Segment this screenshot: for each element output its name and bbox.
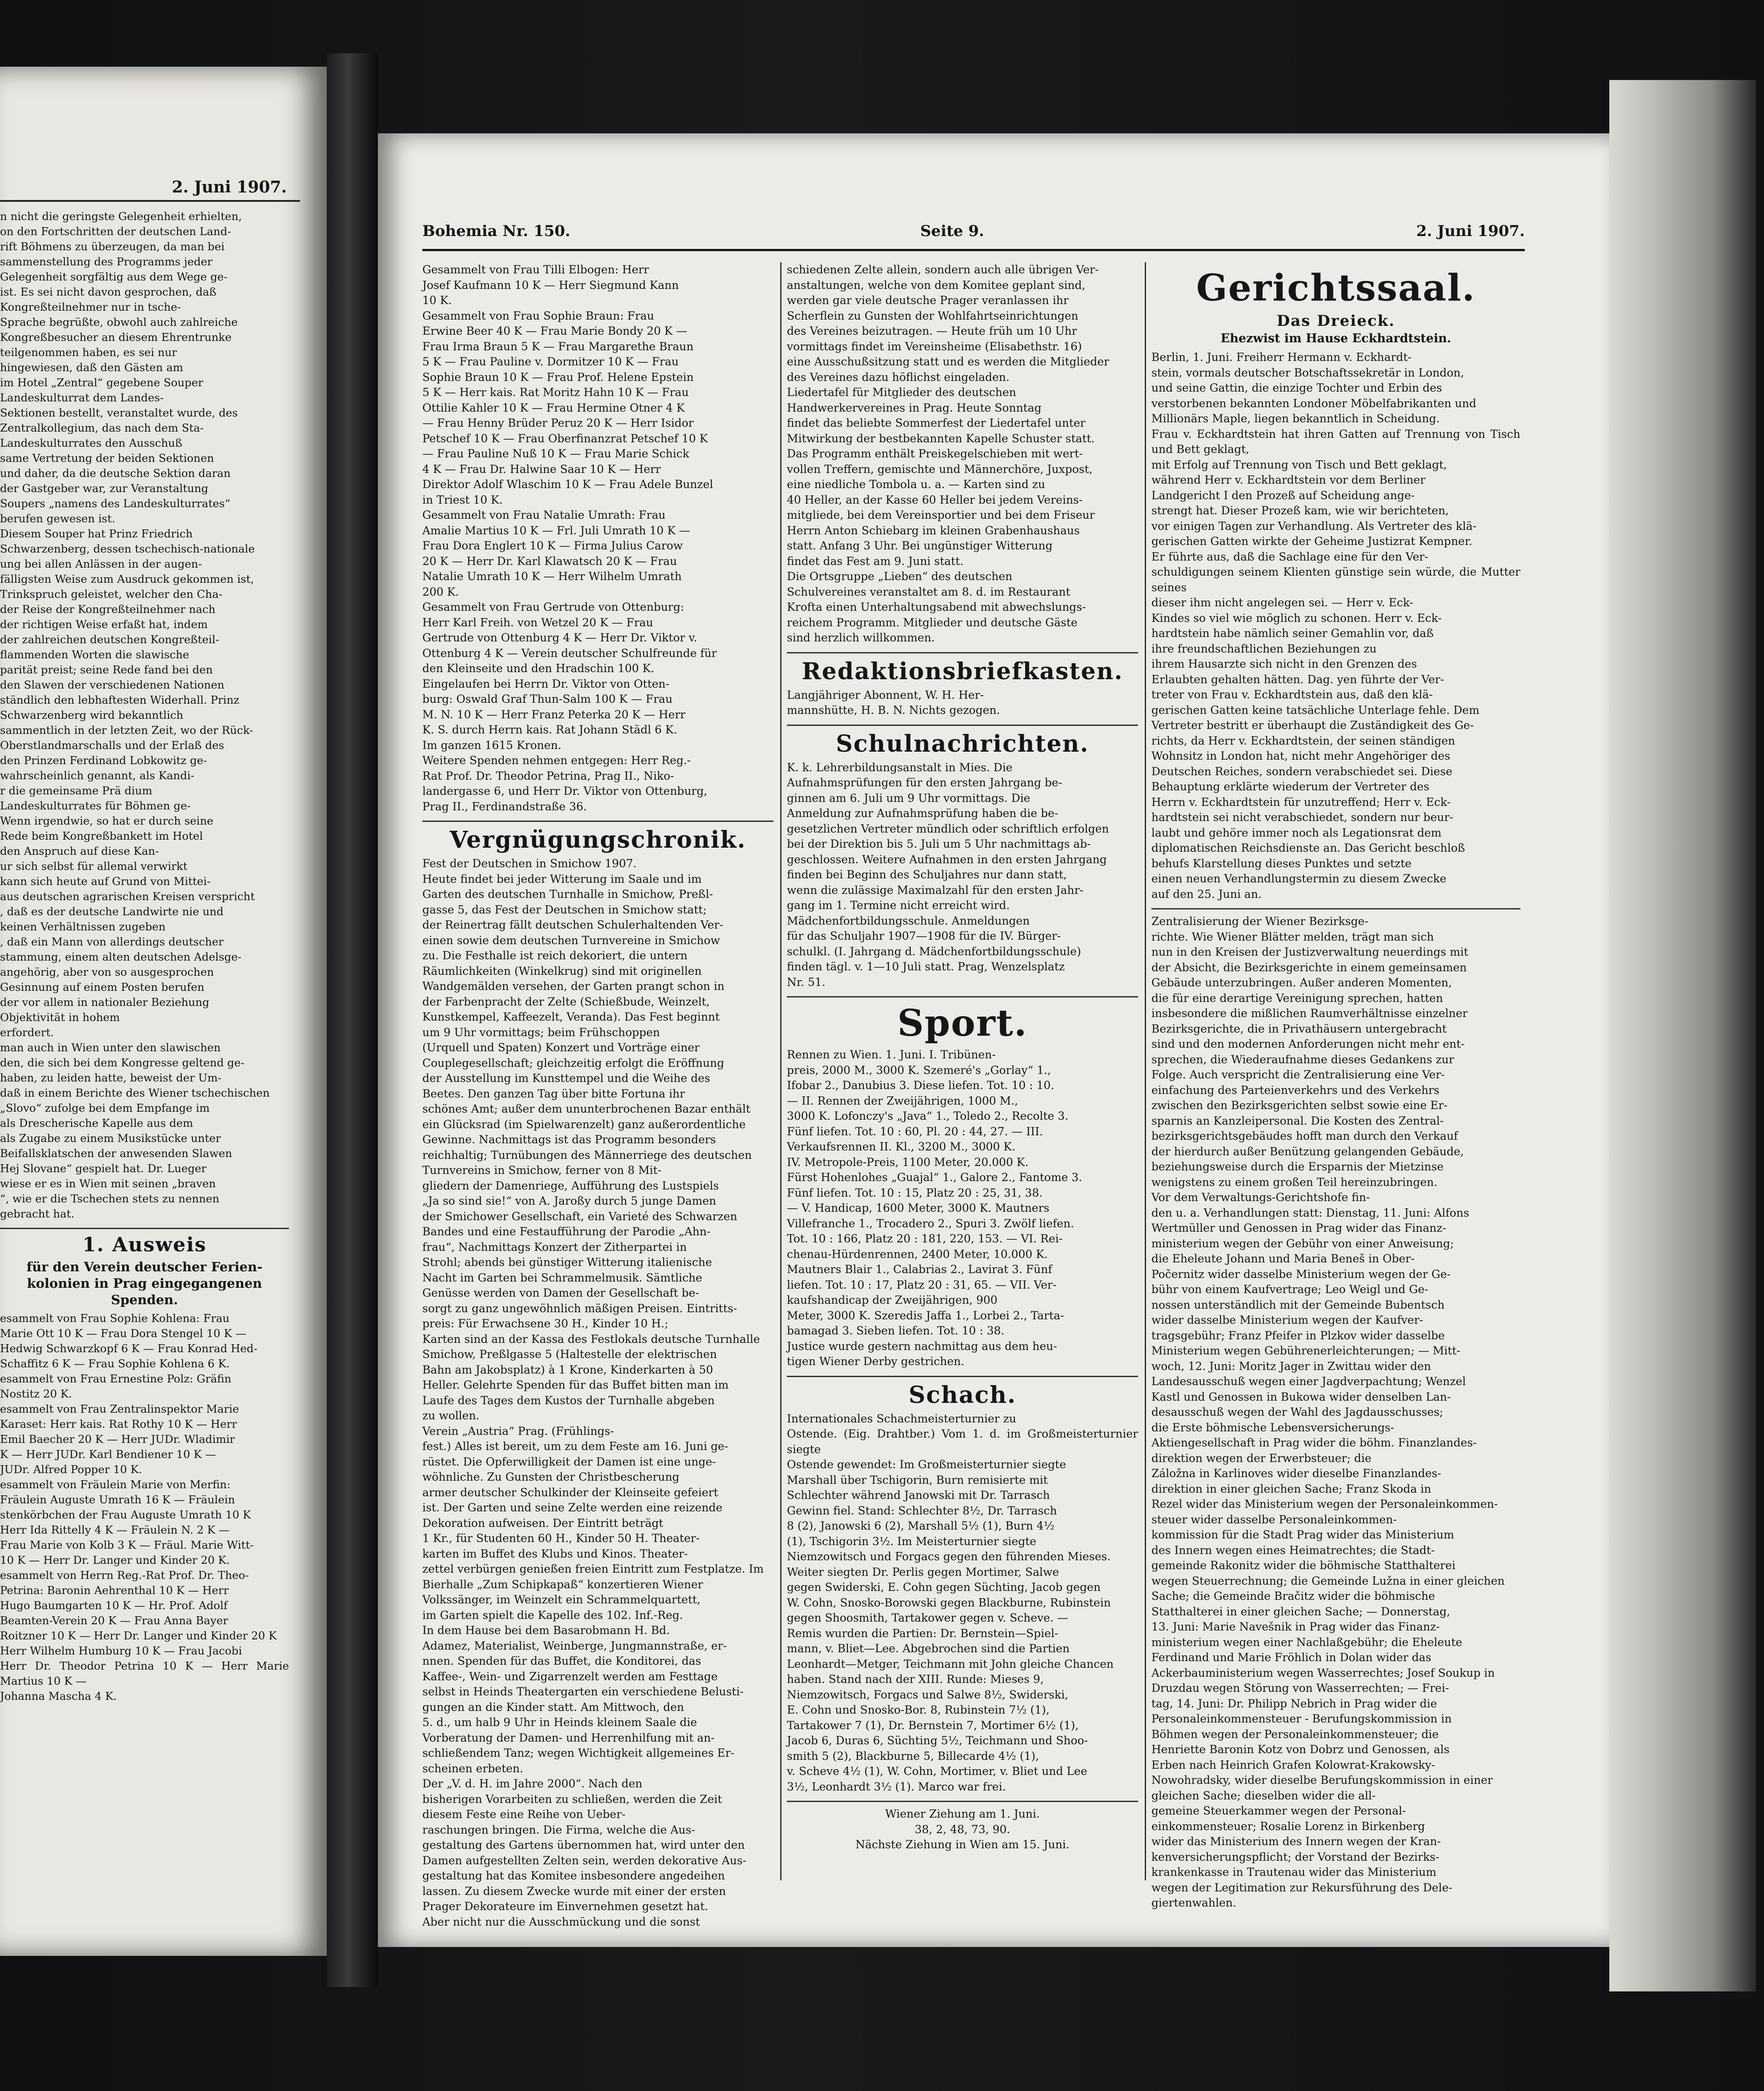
ziehung-text: Wiener Ziehung am 1. Juni. 38, 2, 48, 73, 90. Nächste Ziehung in Wien am 15. Juni. bbox=[855, 1807, 1070, 1851]
col2-rule-5 bbox=[787, 1801, 1138, 1802]
dreieck-heading: Das Dreieck. bbox=[1276, 312, 1395, 330]
column-3 bbox=[1151, 262, 1520, 1911]
redaktion-title: Redaktionsbriefkasten. bbox=[802, 657, 1123, 685]
col1-rule bbox=[422, 821, 774, 822]
page-header bbox=[422, 222, 1525, 251]
bezirksgerichte-text: Zentralisierung der Wiener Bezirksge- richte. Wie Wiener Blätter melden, trägt man sich nun in den Kreisen der Justizverwaltung neuerdings mit der Absicht, die Bezirksgerichte in einem gemeinsamen Gebäude unterzubringen. Außer anderen Momenten, die für eine derartige Vereinigung sprechen, hatten insbesondere die mißlichen Raumverhältnisse einzelner Bezirksgerichte, die in Privathäusern untergebracht sind und den modernen Anforderungen nicht mehr ent- sprechen, die Wiederaufnahme dieses Gedankens zur Folge. Auch verspricht die Zentralisierung eine Ver- einfachung des Parteienverkehrs und des Verkehrs zwischen den Bezirksgerichten selbst sowie eine Er- sparnis an Kanzleipersonal. Die Kosten des Zentral- bezirksgerichtsgebäudes hofft man durch den Verkauf der hierdurch außer Benützung gelangenden Gebäude, beziehungsweise durch die Ersparnis der Mietzinse wenigstens zu einem großen Teil hereinzubringen. Vor dem Verwaltungs-Gerichtshofe fin- den u. a. Verhandlungen statt: Dienstag, 11. Juni: Alfons Wertmüller und Genossen in Prag wider das Finanz- ministerium wegen der Gebühr von einer Anweisung; die Eheleute Johann und Maria Beneš in Ober- Počernitz wider dasselbe Ministerium wegen der Ge- bühr von einem Kaufvertrage; Leo Weigl und Ge- nossen unterständlich mit der Gemeinde Bubentsch wider dasselbe Ministerium wegen der Kaufver- tragsgebühr; Franz Pfeifer in Plzkov wider dasselbe Ministerium wegen Gebührenerleichterungen; — Mitt- woch, 12. Juni: Moritz Jager in Zwittau wider den Landesausschuß wegen einer Jagdverpachtung; Wenzel Kastl und Genossen in Bukowa wider denselben Lan- desausschuß wegen der Wahl des Jagdausschusses; die Erste böhmische Lebensversicherungs- Aktiengesellschaft in Prag wider die böhm. Finanzlandes- direktion wegen der Erwerbsteuer; die Záložna in Karlinoves wider dieselbe Finanzlandes- direktion in einer gleichen Sache; Franz Skoda in Rezel wider das Ministerium wegen der Personaleinkommen- steuer wider dasselbe Personaleinkommen- kommission für die Stadt Prag wider das Ministerium des Innern wegen eines Heimatrechtes; die Stadt- gemeinde Rakonitz wider die böhmische Statthalterei wegen Steuerrechnung; die Gemeinde Lužna in einer gleichen Sache; die Gemeinde Bračitz wider die böhmische Statthalterei in einer gleichen Sache; — Donnerstag, 13. Juni: Marie Navešnik in Prag wider das Finanz- ministerium wegen einer Nachlaßgebühr; die Eheleute Ferdinand und Marie Fröhlich in Dolan wider das Ackerbauministerium wegen Wasserrechtes; Josef Soukup in Druzdau wegen Störung von Wasserrechten; — Frei- tag, 14. Juni: Dr. Philipp Nebrich in Prag wider die Personaleinkommensteuer - Berufungskommission in Böhmen wegen der Personaleinkommensteuer; die Henriette Baronin Kotz von Dobrz und Genossen, als Erben nach Heinrich Grafen Kolowrat-Krakowsky- Nowohradsky, wider dieselbe Berufungskommission in einer gleichen Sache; dieselben wider die all- gemeine Steuerkammer wegen der Personal- einkommensteuer; Rosalie Lorenz in Birkenberg wider das Ministerium des Innern wegen der Kran- kenversicherungspflicht; der Vorstand der Bezirks- krankenkasse in Trautenau wider das Ministerium wegen der Legitimation zur Rekursführung des Dele- giertenwahlen. bbox=[1151, 915, 1505, 1909]
sport-title: Sport. bbox=[897, 1002, 1028, 1045]
schul-text: K. k. Lehrerbildungsanstalt in Mies. Die Aufnahmsprüfungen für den ersten Jahrgang be- ginnen am 6. Juli um 9 Uhr vormittags. Die Anmeldung zur Aufnahmsprüfung haben die be- gesetzlichen Vertreter mündlich oder schriftlich erfolgen bei der Direktion bis 5. Juli um 5 Uhr nachmittags ab- geschlossen. Weitere Aufnahmen in den ersten Jahrgang finden bei Beginn des Schuljahres nur dann statt, wenn die zulässige Maximalzahl für den ersten Jahr- gang im 1. Termine nicht erreicht wird. Mädchenfortbildungsschule. Anmeldungen für das Schuljahr 1907—1908 für die IV. Bürger- schulkl. (I. Jahrgang d. Mädchenfortbildungsschule) finden tägl. v. 1—10 Juli statt. Prag, Wenzelsplatz Nr. 51. bbox=[787, 761, 1109, 989]
newspaper-page bbox=[378, 133, 1609, 1947]
schach-text: Internationales Schachmeisterturnier zu Ostende. (Eig. Drahtber.) Vom 1. d. im Großmeisterturnier siegte Ostende gewendet: Im Großmeisterturnier siegte Marshall über Tschigorin, Burn remisierte mit Schlechter während Janowski mit Dr. Tarrasch Gewinn fiel. Stand: Schlechter 8½, Dr. Tarrasch 8 (2), Janowski 6 (2), Marshall 5½ (1), Burn 4½ (1), Tschigorin 3½. Im Meisterturnier siegte Niemzowitsch und Forgacs gegen den führenden Mieses. Weiter siegten Dr. Perlis gegen Mortimer, Salwe gegen Swiderski, E. Cohn gegen Süchting, Jacob gegen W. Cohn, Snosko-Borowski gegen Blackburne, Rubinstein gegen Shoosmith, Tartakower gegen v. Scheve. — Remis wurden die Partien: Dr. Bernstein—Spiel- mann, v. Bliet—Lee. Abgebrochen sind die Partien Leonhardt—Metger, Teichmann mit John gleiche Chancen haben. Stand nach der XIII. Runde: Mieses 9, Niemzowitsch, Forgacs und Salwe 8½, Swiderski, E. Cohn und Snosko-Bor. 8, Rubinstein 7½ (1), Tartakower 7 (1), Dr. Bernstein 7, Mortimer 6½ (1), Jacob 6, Duras 6, Süchting 5½, Teichmann und Shoo- smith 5 (2), Blackburne 5, Billecarde 4½ (1), v. Scheve 4½ (1), W. Cohn, Mortimer, v. Bliet und Lee 3½, Leonhardt 3½ (1). Marco war frei. bbox=[787, 1412, 1138, 1793]
schul-title: Schulnachrichten. bbox=[836, 730, 1089, 757]
column-divider-1 bbox=[780, 262, 782, 1880]
previous-page bbox=[0, 67, 327, 1956]
left-header-rule bbox=[0, 200, 300, 202]
page-stack-edge bbox=[1609, 80, 1756, 1991]
page-date: 2. Juni 1907. bbox=[1416, 222, 1525, 240]
schach-title: Schach. bbox=[908, 1381, 1017, 1409]
ausweis-subtitle: für den Verein deutscher Ferien- kolonien in Prag eingegangenen Spenden. bbox=[26, 1259, 263, 1307]
column-2 bbox=[787, 262, 1138, 1853]
redaktion-text: Langjähriger Abonnent, W. H. Her- mannshütte, H. B. N. Nichts gezogen. bbox=[787, 688, 1000, 717]
vergnuegung-title: Vergnügungschronik. bbox=[449, 826, 746, 853]
page-number: Seite 9. bbox=[920, 222, 984, 240]
left-section-rule bbox=[0, 1228, 289, 1229]
col2-rule-1 bbox=[787, 652, 1138, 653]
col2-rule-3 bbox=[787, 996, 1138, 997]
col2-rule-4 bbox=[787, 1376, 1138, 1377]
column-divider-2 bbox=[1145, 262, 1146, 1880]
sport-text: Rennen zu Wien. 1. Juni. I. Tribünen- preis, 2000 M., 3000 K. Szemeré's „Gorlay“ 1., Ifobar 2., Danubius 3. Diese liefen. Tot. 10 : 10. — II. Rennen der Zweijährigen, 1000 M., 3000 K. Lofonczy's „Java“ 1., Toledo 2., Recolte 3. Fünf liefen. Tot. 10 : 60, Pl. 20 : 44, 27. — III. Verkaufsrennen II. Kl., 3200 M., 3000 K. IV. Metropole-Preis, 1100 Meter, 20.000 K. Fürst Hohenlohes „Guajal“ 1., Galore 2., Fantome 3. Fünf liefen. Tot. 10 : 15, Platz 20 : 25, 31, 38. — V. Handicap, 1600 Meter, 3000 K. Mautners Villefranche 1., Trocadero 2., Spuri 3. Zwölf liefen. Tot. 10 : 166, Platz 20 : 181, 220, 153. — VI. Rei- chenau-Hürdenrennen, 2400 Meter, 10.000 K. Mautners Blair 1., Calabrias 2., Lavirat 3. Fünf liefen. Tot. 10 : 17, Platz 20 : 31, 65. — VII. Ver- kaufshandicap der Zweijährigen, 900 Meter, 3000 K. Szeredis Jaffa 1., Lorbei 2., Tarta- bamagad 3. Sieben liefen. Tot. 10 : 38. Justice wurde gestern nachmittag aus dem heu- tigen Wiener Derby gestrichen. bbox=[787, 1048, 1082, 1368]
ausweis-title: 1. Ausweis bbox=[82, 1234, 207, 1256]
spenden-list: Gesammelt von Frau Tilli Elbogen: Herr Josef Kaufmann 10 K — Herr Siegmund Kann 10 K. Gesammelt von Frau Sophie Braun: Frau Erwine Beer 40 K — Frau Marie Bondy 20 K — Frau Irma Braun 5 K — Frau Margarethe Braun 5 K — Frau Pauline v. Dormitzer 10 K — Frau Sophie Braun 10 K — Frau Prof. Helene Epstein 5 K — Herr kais. Rat Moritz Hahn 10 K — Frau Ottilie Kahler 10 K — Frau Hermine Otner 4 K — Frau Henny Brüder Peruz 20 K — Herr Isidor Petschef 10 K — Frau Oberfinanzrat Petschef 10 K — Frau Pauline Nuß 10 K — Frau Marie Schick 4 K — Frau Dr. Halwine Saar 10 K — Herr Direktor Adolf Wlaschim 10 K — Frau Adele Bunzel in Triest 10 K. Gesammelt von Frau Natalie Umrath: Frau Amalie Martius 10 K — Frl. Juli Umrath 10 K — Frau Dora Englert 10 K — Firma Julius Carow 20 K — Herr Dr. Karl Klawatsch 20 K — Frau Natalie Umrath 10 K — Herr Wilhelm Umrath 200 K. Gesammelt von Frau Gertrude von Ottenburg: Herr Karl Freih. von Wetzel 20 K — Frau Gertrude von Ottenburg 4 K — Herr Dr. Viktor v. Ottenburg 4 K — Verein deutscher Schulfreunde für den Kleinseite und den Hradschin 100 K. Eingelaufen bei Herrn Dr. Viktor von Otten- burg: Oswald Graf Thun-Salm 100 K — Frau M. N. 10 K — Herr Franz Peterka 20 K — Herr K. S. durch Herrn kais. Rat Johann Städl 6 K. Im ganzen 1615 Kronen. Weitere Spenden nehmen entgegen: Herr Reg.- Rat Prof. Dr. Theodor Petrina, Prag II., Niko- landergasse 6, und Herr Dr. Viktor von Ottenburg, Prag II., Ferdinandstraße 36. bbox=[422, 263, 717, 813]
left-article-text: n nicht die geringste Gelegenheit erhielten, on den Fortschritten der deutschen Land- rift Böhmens zu überzeugen, da man bei sammenstellung des Programms jeder Gelegenheit sorgfältig aus dem Wege ge- ist. Es sei nicht davon gesprochen, daß Kongreßteilnehmer nur in tsche- Sprache begrüßte, obwohl auch zahlreiche Kongreßbesucher an diesem Ehrentrunke teilgenommen haben, es sei nur hingewiesen, daß den Gästen am im Hotel „Zentral“ gegebene Souper Landeskulturrat dem Landes- Sektionen bestellt, veranstaltet wurde, des Zentralkollegium, das nach dem Sta- Landeskulturrates den Ausschuß same Vertretung der beiden Sektionen und daher, da die deutsche Sektion daran der Gastgeber war, zur Veranstaltung Soupers „namens des Landeskulturrates“ berufen gewesen ist. Diesem Souper hat Prinz Friedrich Schwarzenberg, dessen tschechisch-nationale ung bei allen Anlässen in der augen- fälligsten Weise zum Ausdruck gekommen ist, Trinkspruch geleistet, welcher den Cha- der Reise der Kongreßteilnehmer nach der richtigen Weise erfaßt hat, indem der zahlreichen deutschen Kongreßteil- flammenden Worten die slawische parität preist; seine Rede fand bei den den Slawen der verschiedenen Nationen ständlich den lebhaftesten Widerhall. Prinz Schwarzenberg wird bekanntlich sammentlich in der letzten Zeit, wo der Rück- Oberstlandmarschalls und der Erlaß des den Prinzen Ferdinand Lobkowitz ge- wahrscheinlich genannt, als Kandi- r die gemeinsame Prä dium Landeskulturrates für Böhmen ge- Wenn irgendwie, so hat er durch seine Rede beim Kongreßbankett im Hotel den Anspruch auf diese Kan- ur sich selbst für allemal verwirkt kann sich heute auf Grund von Mittei- aus deutschen agrarischen Kreisen verspricht , daß es der deutsche Landwirte nie und keinen Verhältnissen zugeben , daß ein Mann von allerdings deutscher stammung, einem alten deutschen Adelsge- angehörig, aber von so ausgesprochen Gesinnung auf einem Posten berufen der vor allem in nationaler Beziehung Objektivität in hohem erfordert. man auch in Wien unter den slawischen den, die sich bei dem Kongresse geltend ge- haben, zu leiden hatte, beweist der Um- daß in einem Berichte des Wiener tschechischen „Slovo“ zufolge bei dem Empfange im als Drescherische Kapelle aus dem als Zugabe zu einem Musikstücke unter Beifallsklatschen der anwesenden Slawen Hej Slovane“ gespielt hat. Dr. Lueger wiese er es in Wien mit seinen „braven “, wie er die Tschechen stets zu nennen gebracht hat. bbox=[0, 210, 270, 1220]
ausweis-list: esammelt von Frau Sophie Kohlena: Frau Marie Ott 10 K — Frau Dora Stengel 10 K — Hedwig Schwarzkopf 6 K — Frau Konrad Hed- Schaffitz 6 K — Frau Sophie Kohlena 6 K. esammelt von Frau Ernestine Polz: Gräfin Nostitz 20 K. esammelt von Frau Zentralinspektor Marie Karaset: Herr kais. Rat Rothy 10 K — Herr Emil Baecher 20 K — Herr JUDr. Wladimir K — Herr JUDr. Karl Bendiener 10 K — JUDr. Alfred Popper 10 K. esammelt von Fräulein Marie von Merfin: Fräulein Auguste Umrath 16 K — Fräulein stenkörbchen der Frau Auguste Umrath 10 K Herr Ida Rittelly 4 K — Fräulein N. 2 K — Frau Marie von Kolb 3 K — Fräul. Marie Witt- 10 K — Herr Dr. Langer und Kinder 20 K. esammelt von Herrn Reg.-Rat Prof. Dr. Theo- Petrina: Baronin Aehrenthal 10 K — Herr Hugo Baumgarten 10 K — Hr. Prof. Adolf Beamten-Verein 20 K — Frau Anna Bayer Roitzner 10 K — Herr Dr. Langer und Kinder 20 K Herr Wilhelm Humburg 10 K — Frau Jacobi Herr Dr. Theodor Petrina 10 K — Herr Marie Martius 10 K — Johanna Mascha 4 K. bbox=[0, 1312, 289, 1702]
dreieck-text: Berlin, 1. Juni. Freiherr Hermann v. Eckhardt- stein, vormals deutscher Botschaftssekretär in London, und seine Gattin, die einzige Tochter und Erbin des verstorbenen bekannten Londoner Möbelfabrikanten und Millionärs Maple, liegen bekanntlich in Scheidung. Frau v. Eckhardtstein hat ihren Gatten auf Trennung von Tisch und Bett geklagt, mit Erfolg auf Trennung von Tisch und Bett geklagt, während Herr v. Eckhardtstein vor dem Berliner Landgericht I den Prozeß auf Scheidung ange- strengt hat. Dieser Prozeß kam, wie wir berichteten, vor einigen Tagen zur Verhandlung. Als Vertreter des klä- gerischen Gatten wirkte der Geheime Justizrat Kempner. Er führte aus, daß die Sachlage eine für den Ver- schuldigungen seinem Klienten günstige sein würde, die Mutter seines dieser ihm nicht angelegen sei. — Herr v. Eck- Kindes so viel wie möglich zu schonen. Herr v. Eck- hardtstein habe nämlich seiner Gemahlin vor, daß ihre freundschaftlichen Beziehungen zu ihrem Hausarzte sich nicht in den Grenzen des Erlaubten gehalten hätten. Dag. yen führte der Ver- treter von Frau v. Eckhardtstein aus, daß den klä- gerischen Gatten keine tatsächliche Unterlage fehle. Dem Vertreter bestritt er überhaupt die Zuständigkeit des Ge- richts, da Herr v. Eckhardtstein, der seinen ständigen Wohnsitz in London hat, nicht mehr Angehöriger des Deutschen Reiches, sondern verabschiedet sei. Diese Behauptung erklärte wiederum der Vertreter des Herrn v. Eckhardtstein für unzutreffend; Herr v. Eck- hardtstein sei nicht verabschiedet, sondern nur beur- laubt und gehöre immer noch als Legationsrat dem diplomatischen Reichsdienste an. Das Gericht beschloß behufs Klarstellung dieses Punktes und setzte einen neuen Verhandlungstermin zu diesem Zwecke auf den 25. Juni an. bbox=[1151, 351, 1520, 901]
verein-text: schiedenen Zelte allein, sondern auch alle übrigen Ver- anstaltungen, welche von dem Komitee geplant sind, werden gar viele deutsche Prager veranlassen ihr Scherflein zu Gunsten der Wohlfahrtseinrichtungen des Vereines beizutragen. — Heute früh um 10 Uhr vormittags findet im Vereinsheime (Elisabethstr. 16) eine Ausschußsitzung statt und es werden die Mitglieder des Vereines dazu höflichst eingeladen. Liedertafel für Mitglieder des deutschen Handwerkervereines in Prag. Heute Sonntag findet das beliebte Sommerfest der Liedertafel unter Mitwirkung der bestbekannten Kapelle Schuster statt. Das Programm enthält Preiskegelschieben mit wert- vollen Treffern, gemischte und Männerchöre, Juxpost, eine niedliche Tombola u. a. — Karten sind zu 40 Heller, an der Kasse 60 Heller bei jedem Vereins- mitgliede, bei dem Vereinsportier und bei dem Friseur Herrn Anton Schiebarg im kleinen Grabenhaushaus statt. Anfang 3 Uhr. Bei ungünstiger Witterung findet das Fest am 9. Juni statt. Die Ortsgruppe „Lieben“ des deutschen Schulvereines veranstaltet am 8. d. im Restaurant Krofta einen Unterhaltungsabend mit abwechslungs- reichem Programm. Mitglieder und deutsche Gäste sind herzlich willkommen. bbox=[787, 263, 1109, 644]
col3-rule bbox=[1151, 908, 1520, 909]
col2-rule-2 bbox=[787, 725, 1138, 726]
gerichtssaal-title: Gerichtssaal. bbox=[1196, 267, 1476, 309]
book-gutter bbox=[327, 53, 378, 1987]
paper-issue: Bohemia Nr. 150. bbox=[422, 222, 570, 240]
left-page-date: 2. Juni 1907. bbox=[172, 178, 287, 196]
vergnuegung-text: Fest der Deutschen in Smichow 1907. Heute findet bei jeder Witterung im Saale und im Garten des deutschen Turnhalle in Smichow, Preßl- gasse 5, das Fest der Deutschen in Smichow statt; der Reinertrag fällt deutschen Schulerhaltenden Ver- einen sowie dem deutschen Turnvereine in Smichow zu. Die Festhalle ist reich dekoriert, die untern Räumlichkeiten (Winkelkrug) sind mit originellen Wandgemälden versehen, der Garten prangt schon in der Farbenpracht der Zelte (Schießbude, Weinzelt, Kunstkempel, Kaffeezelt, Veranda). Das Fest beginnt um 9 Uhr vormittags; beim Frühschoppen (Urquell und Spaten) Konzert und Vorträge einer Couplegesellschaft; gleichzeitig erfolgt die Eröffnung der Ausstellung im Kunsttempel und die Weihe des Beetes. Den ganzen Tag über bitte Fortuna ihr schönes Amt; außer dem ununterbrochenen Bazar enthält ein Glücksrad (im Spielwarenzelt) ganz außerordentliche Gewinne. Nachmittags ist das Programm besonders reichhaltig; Turnübungen des Männerriege des deutschen Turnvereins in Smichow, ferner von 8 Mit- gliedern der Damenriege, Aufführung des Lustspiels „Ja so sind sie!“ von A. Jaroßy durch 5 junge Damen der Smichower Gesellschaft, ein Varieté des Schwarzen Bandes und eine Festaufführung der Parodie „Ahn- frau“, Nachmittags Konzert der Zitherpartei in Strohl; abends bei günstiger Witterung italienische Nacht im Garten bei Schrammelmusik. Sämtliche Genüsse werden von Damen der Gesellschaft be- sorgt zu ganz ungewöhnlich mäßigen Preisen. Eintritts- preis: Für Erwachsene 30 H., Kinder 10 H.; Karten sind an der Kassa des Festlokals deutsche Turnhalle Smichow, Preßlgasse 5 (Haltestelle der elektrischen Bahn am Jakobsplatz) à 1 Krone, Kinderkarten à 50 Heller. Gelehrte Spenden für das Buffet bitten man im Laufe des Tages dem Kustos der Turnhalle abgeben zu wollen. Verein „Austria“ Prag. (Frühlings- fest.) Alles ist bereit, um zu dem Feste am 16. Juni ge- rüstet. Die Opferwilligkeit der Damen ist eine unge- wöhnliche. Zu Gunsten der Christbescherung armer deutscher Schulkinder der Kleinseite gefeiert ist. Der Garten und seine Zelte werden eine reizende Dekoration aufweisen. Der Eintritt beträgt 1 Kr., für Studenten 60 H., Kinder 50 H. Theater- karten im Buffet des Klubs und Kinos. Theater- zettel verbürgen genießen freien Eintritt zum Festplatze. Im Bierhalle „Zum Schipkapaß“ konzertieren Wiener Volkssänger, im Weinzelt ein Schrammelquartett, im Garten spielt die Kapelle des 102. Inf.-Reg. In dem Hause bei dem Basarobmann H. Bd. Adamez, Materialist, Weinberge, Jungmannstraße, er- nnen. Spenden für das Buffet, die Konditorei, das Kaffee-, Wein- und Zigarrenzelt werden am Festtage selbst in Heinds Theatergarten ein verschiedene Belusti- gungen an die Kinder statt. Am Mittwoch, den 5. d., um halb 9 Uhr in Heinds kleinem Saale die Vorberatung der Damen- und Herrenhilfung mit an- schließendem Tanz; wegen Wichtigkeit allgemeines Er- scheinen erbeten. Der „V. d. H. im Jahre 2000“. Nach den bisherigen Vorarbeiten zu schließen, werden die Zeit diesem Feste eine Reihe von Ueber- raschungen bringen. Die Firma, welche die Aus- gestaltung des Gartens übernommen hat, wird unter den Damen aufgestellten Zelten sein, werden dekorative Aus- gestaltung hat das Komitee insbesondere angedeihen lassen. Zu diesem Zwecke wurde mit einer der ersten Prager Dekorateure im Einvernehmen gesetzt hat. Aber nicht nur die Ausschmückung und die sonst bbox=[422, 857, 764, 1928]
left-page-column bbox=[0, 209, 289, 1704]
column-1 bbox=[422, 262, 774, 1930]
ehezwist-heading: Ehezwist im Hause Eckhardtstein. bbox=[1220, 332, 1451, 345]
